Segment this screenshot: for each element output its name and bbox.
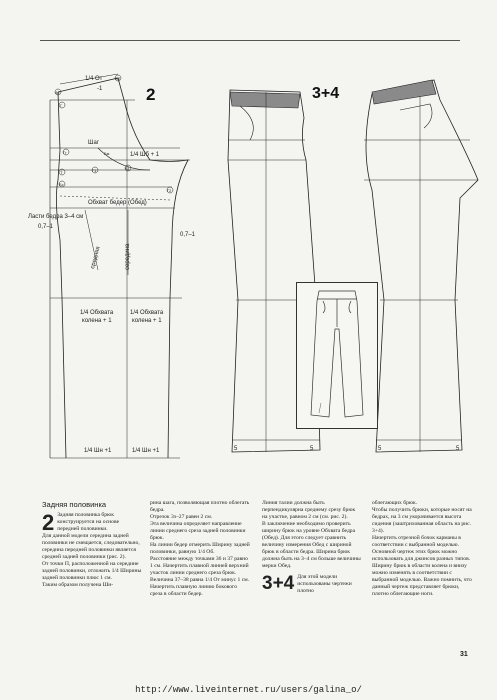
text-column-4 [372, 500, 472, 598]
col1-lead: Задняя половинка брюк конструируется на основе передней половинки. [57, 512, 120, 532]
col2-paragraph: Расстояние между точками 36 и 37 равно 1 см. Начертить плавной линией верхний участок линии среднего среза брюк. [150, 556, 249, 576]
col2-paragraph: рина шага, позволяющая плотно облегать бедра. [150, 500, 250, 513]
text-column-3 [262, 500, 362, 595]
col3-paragraph: В заключение необходимо проверить ширину брюк на уровне Обхвата бедра (Обед). Для этого следует сравнить величину измерения Обед с шириной брюк в области бедра. Ширина брюк должна быть на 3–4 см больше величины мерки Обед. [262, 521, 361, 569]
col2-paragraph: Отрезок 3з–27 равен 2 см. [150, 514, 213, 520]
label-five: 5 [378, 446, 382, 452]
point-code: Б1 [125, 166, 130, 171]
label-hip-line-1: Ласти бедра 3–4 см [28, 214, 84, 220]
label-knee-left-1: 1/4 Обхвата [80, 310, 114, 316]
point-code: Вб [115, 76, 120, 81]
point-code: Бс [59, 182, 64, 187]
label-knee-right-1: 1/4 Обхвата [130, 310, 164, 316]
label-hip-girth: Обхват бедер (Обед) [88, 200, 147, 206]
col1-paragraph: Для данной модели середина задней половинки не смещается, следовательно, середина передней половинки является средней задней половинки (рис. 2). [42, 533, 140, 560]
point-code: Бм [104, 151, 110, 156]
label-knee-right-2: колена + 1 [132, 318, 162, 324]
back-half-pattern [50, 74, 190, 458]
label-minus-1: -1 [97, 86, 103, 92]
dropcap-2: 2 [42, 510, 55, 535]
text-column-1 [42, 512, 142, 589]
label-vertical-right: середина [125, 243, 131, 270]
col2-paragraph: На линии бедер отмерить Ширину задней половинки, равную 1/4 Об. [150, 542, 250, 555]
label-quarter-ot: 1/4 От [85, 76, 103, 82]
label-right-07: 0,7–1 [180, 232, 196, 238]
point-code: Г2 [167, 188, 172, 193]
figure-2-number: 2 [146, 85, 156, 104]
col4-paragraph: Начертить отрезной бочок карманы в соответствии с выбранной моделью. [372, 535, 461, 548]
label-five: 5 [456, 446, 460, 452]
trousers-sketch-inset [296, 282, 378, 429]
col4-paragraph: Чтобы получить брюки, которые носят на бедрах, на 3 см укорачивается высота сидения (заштрихованная область на рис. 3+4). [372, 507, 472, 534]
col2-paragraph: Эта величина определяет направление линии среднего среза задней половинки брюк. [150, 521, 246, 541]
col1-paragraph: От точки П, расположенной на середине задней половинки, отложить 1/4 Ширины задней половинки плюс 1 см. [42, 561, 142, 581]
point-code: Г1 [92, 168, 97, 173]
col2-paragraph: Величина 37–38 равна 1/4 От минус 1 см. Начертить плавную линию бокового среза в области бедер. [150, 577, 250, 597]
section-title: Задняя половинка [42, 500, 107, 509]
col1-paragraph: Таким образом получена Ши- [42, 582, 114, 588]
label-knee-left-2: колена + 1 [82, 318, 112, 324]
label-bottom-right: 1/4 Шн +1 [132, 448, 160, 454]
label-vertical-left: средняя [90, 245, 102, 270]
point-code: Г [60, 103, 63, 108]
dropcap-3-4: 3+4 [262, 573, 295, 594]
label-five: 5 [310, 446, 314, 452]
point-code: 46 [55, 90, 60, 95]
point-code: Т [60, 170, 63, 175]
point-code: Гг [63, 150, 67, 155]
col4-paragraph: Основной чертеж этих брюк можно использовать для джинсов разных типов. Ширину брюк в области колена и внизу можно изменять в соответствии с выбранной моделью. Важно помнить, что данный чертеж представляет брюки, плотно облегающие ноги. [372, 549, 472, 597]
col3-paragraph: Для этой модели использованы чертежи плотно [297, 574, 352, 594]
trousers-sketch [297, 283, 377, 428]
text-column-2 [150, 500, 250, 598]
label-bottom-left: 1/4 Шн +1 [84, 448, 112, 454]
footer-url[interactable]: http://www.liveinternet.ru/users/galina_o/ [135, 685, 362, 695]
figure-3-4-number: 3+4 [312, 85, 340, 102]
label-shag: Шаг [88, 140, 100, 146]
label-hip-line-2: 0,7–1 [38, 224, 54, 230]
col4-paragraph: облегающих брюк. [372, 500, 418, 506]
page-number: 31 [460, 651, 468, 658]
col3-paragraph: Линия талии должна быть перпендикулярна среднему срезу брюк на участке, равном 2 см (см. рис. 2). [262, 500, 356, 520]
label-five: 5 [234, 446, 238, 452]
label-quarter-shb: 1/4 Шб + 1 [130, 152, 160, 158]
